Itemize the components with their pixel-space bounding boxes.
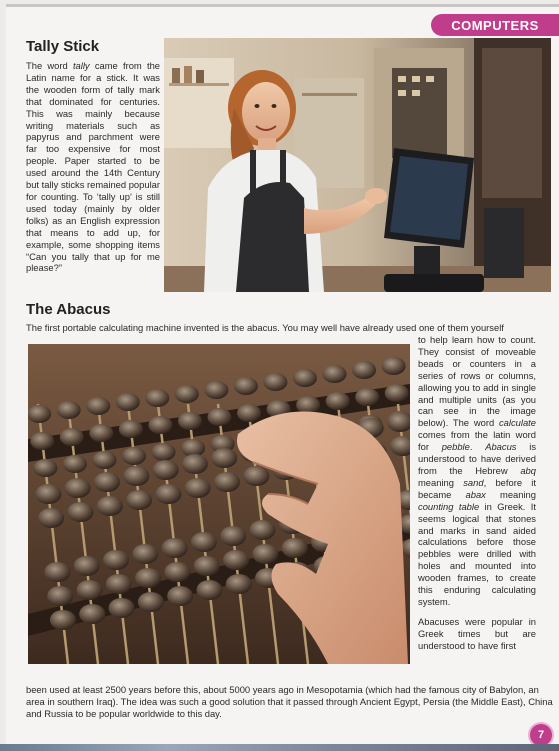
tally-em-tally: tally (72, 60, 90, 71)
abacus-photo (28, 344, 410, 664)
tally-stick-paragraph (26, 60, 160, 274)
page-number-badge: 7 (530, 724, 552, 746)
abacus-heading: The Abacus (26, 301, 111, 318)
section-tab: COMPUTERS (431, 14, 559, 36)
em-sand: sand (463, 476, 484, 488)
side-text-e: meaning (418, 476, 464, 488)
abacus-intro-line: The first portable calculating machine invented is the abacus. You may well have already used one of them yourself (26, 322, 504, 333)
side-text-f: , before it became (418, 476, 536, 500)
page (6, 4, 559, 744)
side-text-b: comes from the latin word for (418, 429, 536, 453)
abacus-side-paragraph-2: Abacuses were popular in Greek times but are understood to have first (418, 615, 536, 651)
side-text-g: meaning (485, 488, 536, 500)
cashier-photo (164, 38, 551, 292)
top-rule (6, 4, 559, 7)
abacus-side-column (418, 334, 536, 652)
side-text-a: to help learn how to count. They consist of moveable beads or counters in a series of rows or columns, allowing you to add in single and multiple units (as you can see in the image below). The word (418, 334, 536, 429)
em-counting-table: counting table (418, 500, 480, 512)
abacus-side-paragraph (418, 334, 536, 608)
keyboard-strip (0, 744, 559, 751)
tally-text-2: came from the Latin name for a stick. It was the wooden form of tally mark that dominated for centuries. This was mainly because writing materials such as papyrus and parchment were far too expensive for most people. Paper started to be used around the 14th Century but tally sticks remained popular for counting. To ‘tally up’ is still used today (mainly by older folks) as an English expression that means to add up, for example, some shopping items “Can you tally that up for me please?” (26, 60, 160, 274)
tally-text-1: The word (26, 60, 73, 71)
abacus-bottom-paragraph: been used at least 2500 years before this, about 5000 years ago in Mesopotamia (which had the famous city of Babylon, an area in southern Iraq). The idea was such a good solution that it passed through Ancient Egypt, Persia (the Middle East), China and Russia to be popular worldwide to this day. (26, 684, 553, 719)
tally-stick-heading: Tally Stick (26, 38, 100, 55)
side-text-d: is understood to have derived from the Hebrew (418, 441, 536, 476)
side-text-c: . (469, 441, 486, 453)
em-calculate: calculate (498, 417, 536, 429)
em-abax: abax (465, 488, 486, 500)
side-text-h: in Greek. It seems logical that stones and marks in sand aided calculations before those pebbles were drilled with holes and mounted into wooden frames, to create this enduring calculating system. (418, 500, 536, 607)
em-abq: abq (520, 464, 536, 476)
em-abacus: Abacus (485, 441, 517, 453)
em-pebble: pebble (441, 441, 470, 453)
